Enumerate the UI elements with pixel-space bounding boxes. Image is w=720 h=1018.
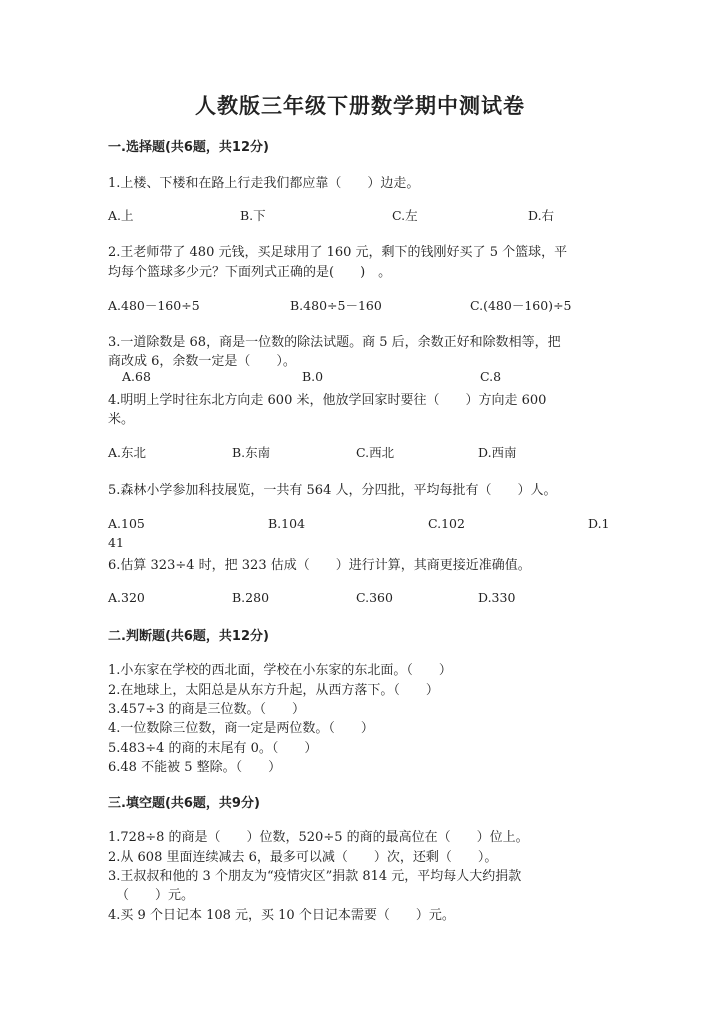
fill-item: 4.买 9 个日记本 108 元，买 10 个日记本需要（ ）元。 [108,908,455,923]
q6-option-a: A.320 [108,590,145,605]
q1-option-c: C.左 [392,208,418,223]
question-5: 5.森林小学参加科技展览，一共有 564 人，分四批，平均每批有（ ）人。 [108,483,557,498]
question-2-line2: 均每个篮球多少元？下面列式正确的是( ) 。 [108,265,392,280]
judgment-item: 2.在地球上，太阳总是从东方升起，从西方落下。（ ） [108,683,439,698]
judgment-item: 6.48 不能被 5 整除。（ ） [108,760,282,775]
question-1: 1.上楼、下楼和在路上行走我们都应靠（ ）边走。 [108,176,420,191]
q3-option-b: B.0 [302,369,324,384]
q3-option-c: C.8 [480,369,502,384]
question-6: 6.估算 323÷4 时，把 323 估成（ ）进行计算，其商更接近准确值。 [108,558,531,573]
fill-item: 2.从 608 里面连续减去 6，最多可以减（ ）次，还剩（ ）。 [108,850,498,865]
question-2-line1: 2.王老师带了 480 元钱，买足球用了 160 元，剩下的钱刚好买了 5 个篮球，平 [108,245,568,260]
judgment-item: 4.一位数除三位数，商一定是两位数。（ ） [108,721,374,736]
q4-option-b: B.东南 [232,445,271,460]
q5-option-c: C.102 [428,516,465,531]
q5-option-d: D.1 [588,516,610,531]
q2-option-c: C.(480－160)÷5 [470,298,572,313]
q5-option-b: B.104 [268,516,306,531]
fill-item: 1.728÷8 的商是（ ）位数，520÷5 的商的最高位在（ ）位上。 [108,830,529,845]
fill-item: 3.王叔叔和他的 3 个朋友为“疫情灾区”捐款 814 元，平均每人大约捐款 [108,869,522,884]
q5-option-a: A.105 [108,516,145,531]
q4-option-c: C.西北 [356,445,395,460]
q6-option-b: B.280 [232,590,270,605]
q6-option-d: D.330 [478,590,516,605]
question-3-line2: 商改成 6，余数一定是（ ）。 [108,354,296,369]
question-3-line1: 3.一道除数是 68，商是一位数的除法试题。商 5 后，余数正好和除数相等，把 [108,335,561,350]
page-title: 人教版三年级下册数学期中测试卷 [195,94,525,118]
q4-option-a: A.东北 [108,445,147,460]
q1-option-b: B.下 [240,208,266,223]
q1-option-d: D.右 [528,208,555,223]
q2-option-b: B.480÷5－160 [290,298,382,313]
judgment-item: 3.457÷3 的商是三位数。（ ） [108,702,306,717]
q5-option-d-wrap: 41 [108,535,124,550]
section-heading-choice: 一.选择题(共6题，共12分) [108,140,269,155]
q2-option-a: A.480－160÷5 [108,298,200,313]
question-4-line1: 4.明明上学时往东北方向走 600 米，他放学回家时要往（ ）方向走 600 [108,393,547,408]
judgment-item: 5.483÷4 的商的末尾有 0。（ ） [108,741,318,756]
section-heading-fill: 三.填空题(共6题，共9分) [108,796,260,811]
q6-option-c: C.360 [356,590,393,605]
q1-option-a: A.上 [108,208,134,223]
section-heading-judgment: 二.判断题(共6题，共12分) [108,629,269,644]
q4-option-d: D.西南 [478,445,517,460]
q3-option-a: A.68 [122,369,151,384]
judgment-item: 1.小东家在学校的西北面，学校在小东家的东北面。（ ） [108,663,452,678]
question-4-line2: 米。 [108,412,135,427]
fill-item-wrap: （ ）元。 [116,888,195,903]
